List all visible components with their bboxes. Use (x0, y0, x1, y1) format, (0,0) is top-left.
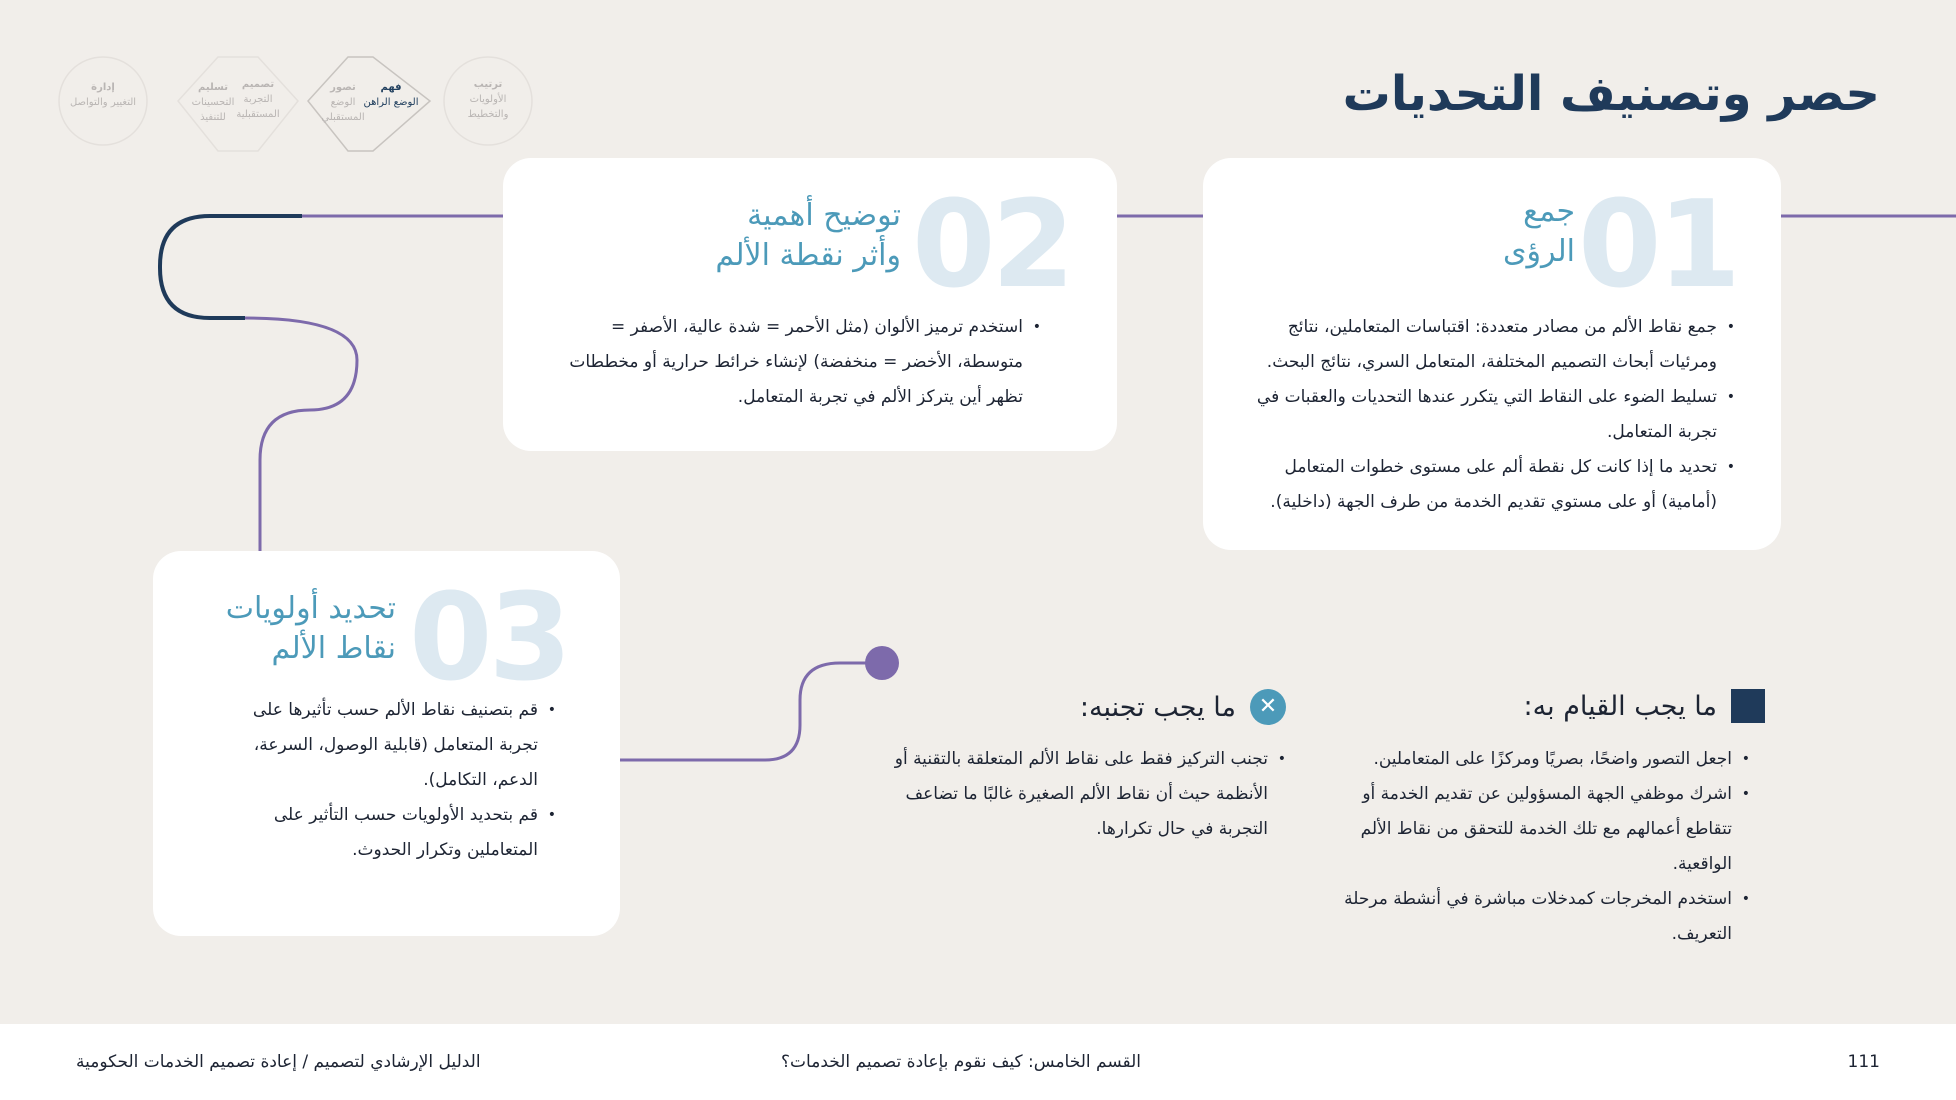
list-item: • اجعل التصور واضحًا، بصريًا ومركزًا على المتعاملين. (1330, 742, 1750, 777)
card-02-number: 02 (912, 176, 1071, 315)
list-item: • استخدم المخرجات كمدخلات مباشرة في أنشطة مرحلة التعريف. (1330, 882, 1750, 952)
list-item: • تجنب التركيز فقط على نقاط الألم المتعلقة بالتقنية أو الأنظمة حيث أن نقاط الألم الصغيرة غالبًا ما تضاعف التجربة في حال تكرارها. (866, 742, 1286, 847)
avoid-heading (1080, 689, 1286, 725)
step-1-sub: الأولويات والتخطيط (467, 94, 509, 120)
footer-page-number: 111 (1847, 1052, 1880, 1072)
card-03-title-line1: تحديد أولويات (225, 591, 396, 626)
card-01-number: 01 (1578, 176, 1737, 315)
card-02-list (541, 310, 1041, 415)
step-4-main: تصميم (241, 79, 275, 90)
list-item: • تسليط الضوء على النقاط التي يتكرر عندها التحديات والعقبات في تجربة المتعامل. (1235, 380, 1735, 450)
card-03-number: 03 (409, 569, 568, 708)
step-3-main: تصور (330, 82, 356, 93)
card-01-title (1503, 192, 1575, 272)
connector-line-lower (620, 663, 882, 760)
step-5-sub: التحسينات للتنفيذ (191, 97, 235, 123)
step-6-main: إدارة (91, 82, 115, 93)
step-3-sub: الوضع المستقبلي (321, 97, 365, 123)
do-heading-text: ما يجب القيام به: (1523, 690, 1717, 722)
do-heading (1524, 689, 1765, 723)
footer-section: القسم الخامس: كيف نقوم بإعادة تصميم الخدمات؟ (781, 1052, 1141, 1072)
connector-line-s-curve (245, 318, 357, 552)
card-01-title-line2: الرؤى (1503, 234, 1575, 269)
step-2-main: فهم (380, 82, 402, 93)
connector-dot (865, 646, 899, 680)
step-4-sub: التجربة المستقبلية (236, 94, 280, 120)
step-6-sub: التغيير والتواصل (69, 97, 137, 108)
step-1-main: ترتيب (473, 79, 503, 90)
square-icon (1731, 689, 1765, 723)
card-03-title-line2: نقاط الألم (271, 631, 396, 666)
card-01-title-line1: جمع (1523, 194, 1575, 229)
footer (0, 1024, 1956, 1100)
card-02-title-line1: توضيح أهمية (747, 198, 901, 233)
card-01 (1203, 158, 1781, 550)
phase-stepper (58, 55, 538, 155)
list-item: • قم بتحديد الأولويات حسب التأثير على المتعاملين وتكرار الحدوث. (216, 798, 556, 868)
close-icon: ✕ (1250, 689, 1286, 725)
avoid-heading-text: ما يجب تجنبه: (1079, 691, 1236, 723)
card-03 (153, 551, 620, 936)
list-item: • تحديد ما إذا كانت كل نقطة ألم على مستوى خطوات المتعامل (أمامية) أو على مستوي تقديم الخدمة من طرف الجهة (داخلية). (1235, 450, 1735, 520)
card-01-list (1235, 310, 1735, 520)
list-item: • اشرك موظفي الجهة المسؤولين عن تقديم الخدمة أو تتقاطع أعمالهم مع تلك الخدمة للتحقق من نقاط الألم الواقعية. (1330, 777, 1750, 882)
connector-line-navy-curve (160, 216, 302, 318)
card-02-title (715, 196, 901, 276)
step-1-label (453, 77, 523, 122)
card-02-title-line2: وأثر نقطة الألم (715, 238, 901, 273)
step-5-main: تسليم (198, 82, 228, 93)
card-03-title (226, 589, 396, 669)
step-2-sub: الوضع الراهن (363, 97, 419, 108)
do-list (1330, 742, 1750, 952)
step-3-label (308, 80, 378, 125)
footer-guide: الدليل الإرشادي لتصميم / إعادة تصميم الخدمات الحكومية (76, 1052, 481, 1072)
step-6-label (68, 80, 138, 110)
page-title: حصر وتصنيف التحديات (1342, 66, 1880, 122)
list-item: • قم بتصنيف نقاط الألم حسب تأثيرها على تجربة المتعامل (قابلية الوصول، السرعة، الدعم، التكامل). (216, 693, 556, 798)
list-item: • جمع نقاط الألم من مصادر متعددة: اقتباسات المتعاملين، نتائج ومرئيات أبحاث التصميم المختلفة، المتعامل السري، نتائج البحث. (1235, 310, 1735, 380)
step-5-label (178, 80, 248, 125)
list-item: • استخدم ترميز الألوان (مثل الأحمر = شدة عالية، الأصفر = متوسطة، الأخضر = منخفضة) لإنشاء خرائط حرارية أو مخططات تظهر أين يتركز الألم في تجربة المتعامل. (541, 310, 1041, 415)
card-03-list (216, 693, 556, 868)
avoid-list (866, 742, 1286, 847)
card-02 (503, 158, 1117, 451)
